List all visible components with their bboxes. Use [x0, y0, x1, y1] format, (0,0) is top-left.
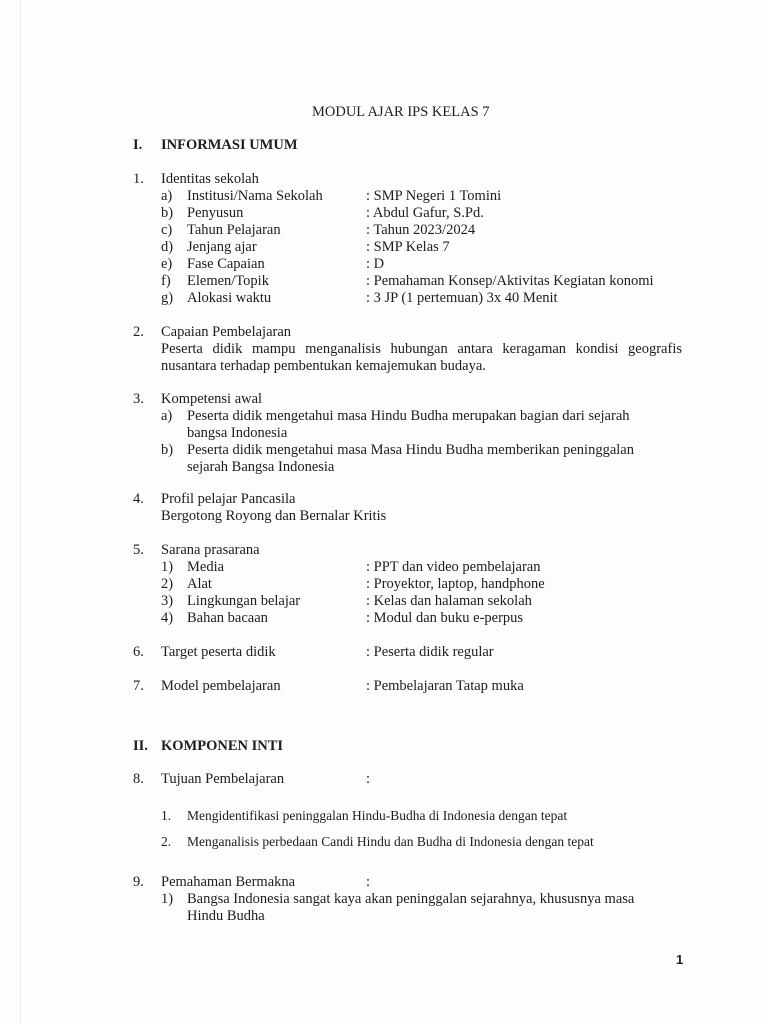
row-label: Fase Capaian [187, 256, 265, 272]
paragraph-line: Hindu Budha [187, 908, 265, 924]
row-value: : Proyektor, laptop, handphone [366, 576, 545, 592]
row-value: : Pembelajaran Tatap muka [366, 678, 524, 694]
row-label: Alokasi waktu [187, 290, 272, 306]
item-number: 9. [133, 874, 144, 890]
row-label: Tahun Pelajaran [187, 222, 281, 238]
row-value: : Pemahaman Konsep/Aktivitas Kegiatan konomi [366, 273, 654, 289]
section-heading: KOMPONEN INTI [161, 738, 284, 754]
paragraph-line: Peserta didik mengetahui masa Masa Hindu Budha memberikan peninggalan [187, 442, 634, 458]
row-label: Elemen/Topik [187, 273, 269, 289]
row-letter: b) [161, 205, 174, 221]
point-text: Mengidentifikasi peninggalan Hindu-Budha di Indonesia dengan tepat [187, 808, 568, 823]
row-label: Bahan bacaan [187, 610, 268, 626]
section-number: I. [133, 137, 143, 153]
row-letter: e) [161, 256, 173, 272]
row-number: 1) [161, 891, 174, 907]
section-heading: INFORMASI UMUM [161, 137, 298, 153]
row-value: : Peserta didik regular [366, 644, 494, 660]
row-letter: a) [161, 408, 173, 424]
row-number: 4) [161, 610, 174, 626]
row-letter: a) [161, 188, 173, 204]
row-letter: g) [161, 290, 174, 306]
page-edge-shadow [20, 0, 21, 1024]
paragraph-line: Peserta didik mengetahui masa Hindu Budha merupakan bagian dari sejarah [187, 408, 630, 424]
row-number: 3) [161, 593, 174, 609]
item-number: 7. [133, 678, 144, 694]
item-number: 1. [133, 171, 144, 187]
row-letter: f) [161, 273, 171, 289]
item-number: 5. [133, 542, 144, 558]
paragraph-line: sejarah Bangsa Indonesia [187, 459, 335, 475]
item-label: Tujuan Pembelajaran [161, 771, 285, 787]
paragraph-line: bangsa Indonesia [187, 425, 288, 441]
item-label: Model pembelajaran [161, 678, 281, 694]
item-label: Sarana prasarana [161, 542, 260, 558]
row-value: : SMP Kelas 7 [366, 239, 450, 255]
item-number: 2. [133, 324, 144, 340]
paragraph-line: Bangsa Indonesia sangat kaya akan peninggalan sejarahnya, khususnya masa [187, 891, 635, 907]
paragraph-line: Bergotong Royong dan Bernalar Kritis [161, 508, 387, 524]
row-label: Alat [187, 576, 212, 592]
paragraph-line: nusantara terhadap pembentukan kemajemukan budaya. [161, 358, 486, 374]
section-number: II. [133, 738, 148, 754]
point-number: 1. [161, 808, 172, 823]
row-value: : Tahun 2023/2024 [366, 222, 476, 238]
item-number: 6. [133, 644, 144, 660]
item-label: Kompetensi awal [161, 391, 263, 407]
document-title: MODUL AJAR IPS KELAS 7 [312, 104, 490, 120]
row-value: : PPT dan video pembelajaran [366, 559, 541, 575]
row-number: 1) [161, 559, 174, 575]
item-label: Identitas sekolah [161, 171, 259, 187]
row-label: Institusi/Nama Sekolah [187, 188, 323, 204]
item-number: 8. [133, 771, 144, 787]
item-colon: : [366, 874, 371, 890]
item-colon: : [366, 771, 371, 787]
paragraph-line: Peserta didik mampu menganalisis hubungan antara keragaman kondisi geografis [161, 341, 682, 357]
row-value: : D [366, 256, 385, 272]
row-letter: c) [161, 222, 173, 238]
row-letter: b) [161, 442, 174, 458]
point-number: 2. [161, 834, 172, 849]
row-label: Lingkungan belajar [187, 593, 301, 609]
point-text: Menganalisis perbedaan Candi Hindu dan Budha di Indonesia dengan tepat [187, 834, 594, 849]
row-number: 2) [161, 576, 174, 592]
row-label: Penyusun [187, 205, 244, 221]
item-label: Capaian Pembelajaran [161, 324, 292, 340]
row-label: Media [187, 559, 225, 575]
item-number: 4. [133, 491, 144, 507]
row-value: : Abdul Gafur, S.Pd. [366, 205, 484, 221]
row-value: : Kelas dan halaman sekolah [366, 593, 532, 609]
row-letter: d) [161, 239, 174, 255]
row-value: : 3 JP (1 pertemuan) 3x 40 Menit [366, 290, 558, 306]
page-number: 1 [676, 952, 684, 967]
item-label: Pemahaman Bermakna [161, 874, 296, 890]
row-value: : SMP Negeri 1 Tomini [366, 188, 502, 204]
item-label: Profil pelajar Pancasila [161, 491, 296, 507]
item-number: 3. [133, 391, 144, 407]
row-label: Jenjang ajar [187, 239, 257, 255]
row-value: : Modul dan buku e-perpus [366, 610, 524, 626]
item-label: Target peserta didik [161, 644, 276, 660]
